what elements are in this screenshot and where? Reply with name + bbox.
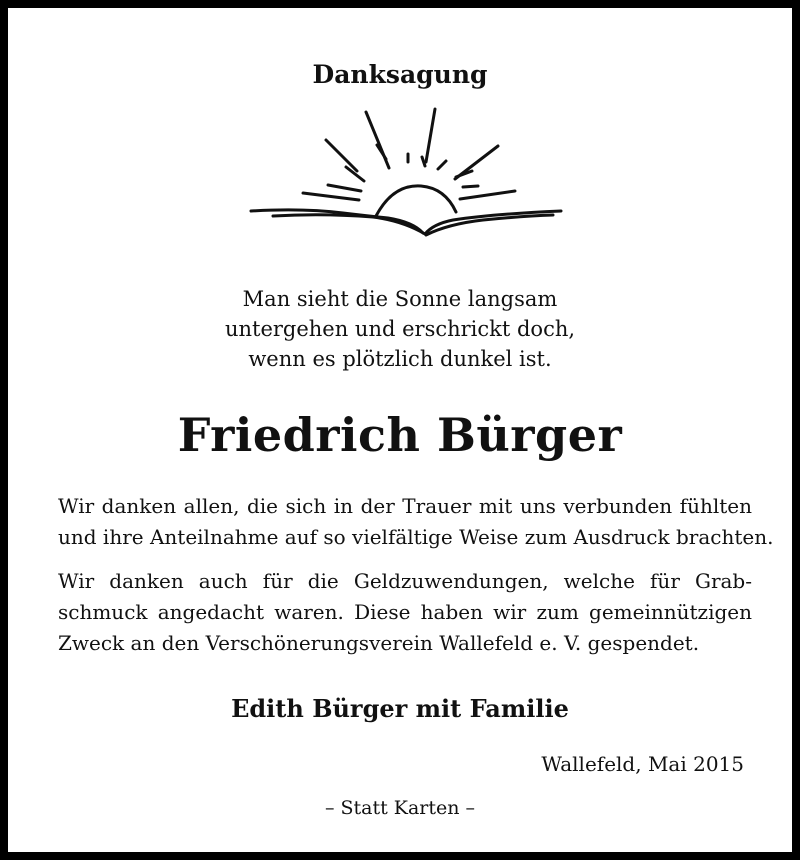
verse-line: untergehen und erschrickt doch, [224, 317, 576, 341]
deceased-name: Friedrich Bürger [177, 408, 623, 462]
thanks-paragraph [58, 491, 774, 553]
footer-note: – Statt Karten – [324, 797, 476, 819]
notice-heading: Danksagung [312, 60, 488, 89]
sunset-illustration [243, 104, 573, 254]
place-date: Wallefeld, Mai 2015 [541, 752, 744, 776]
donation-paragraph [58, 566, 752, 659]
paragraph-line: Wir danken allen, die sich in der Trauer mit uns verbunden fühlten [58, 494, 752, 518]
paragraph-line: Wir danken auch für die Geldzuwendungen, welche für Grab- [58, 569, 752, 593]
verse-line: wenn es plötzlich dunkel ist. [248, 347, 552, 371]
paragraph-line: schmuck angedacht waren. Diese haben wir zum gemeinnützigen [58, 600, 752, 624]
verse-line: Man sieht die Sonne langsam [242, 287, 558, 311]
paragraph-line: und ihre Anteilnahme auf so vielfältige Weise zum Ausdruck brachten. [58, 525, 774, 549]
family-signoff: Edith Bürger mit Familie [231, 694, 569, 723]
memorial-verse [8, 284, 792, 374]
paragraph-line: Zweck an den Verschönerungsverein Wallefeld e. V. gespendet. [58, 631, 700, 655]
